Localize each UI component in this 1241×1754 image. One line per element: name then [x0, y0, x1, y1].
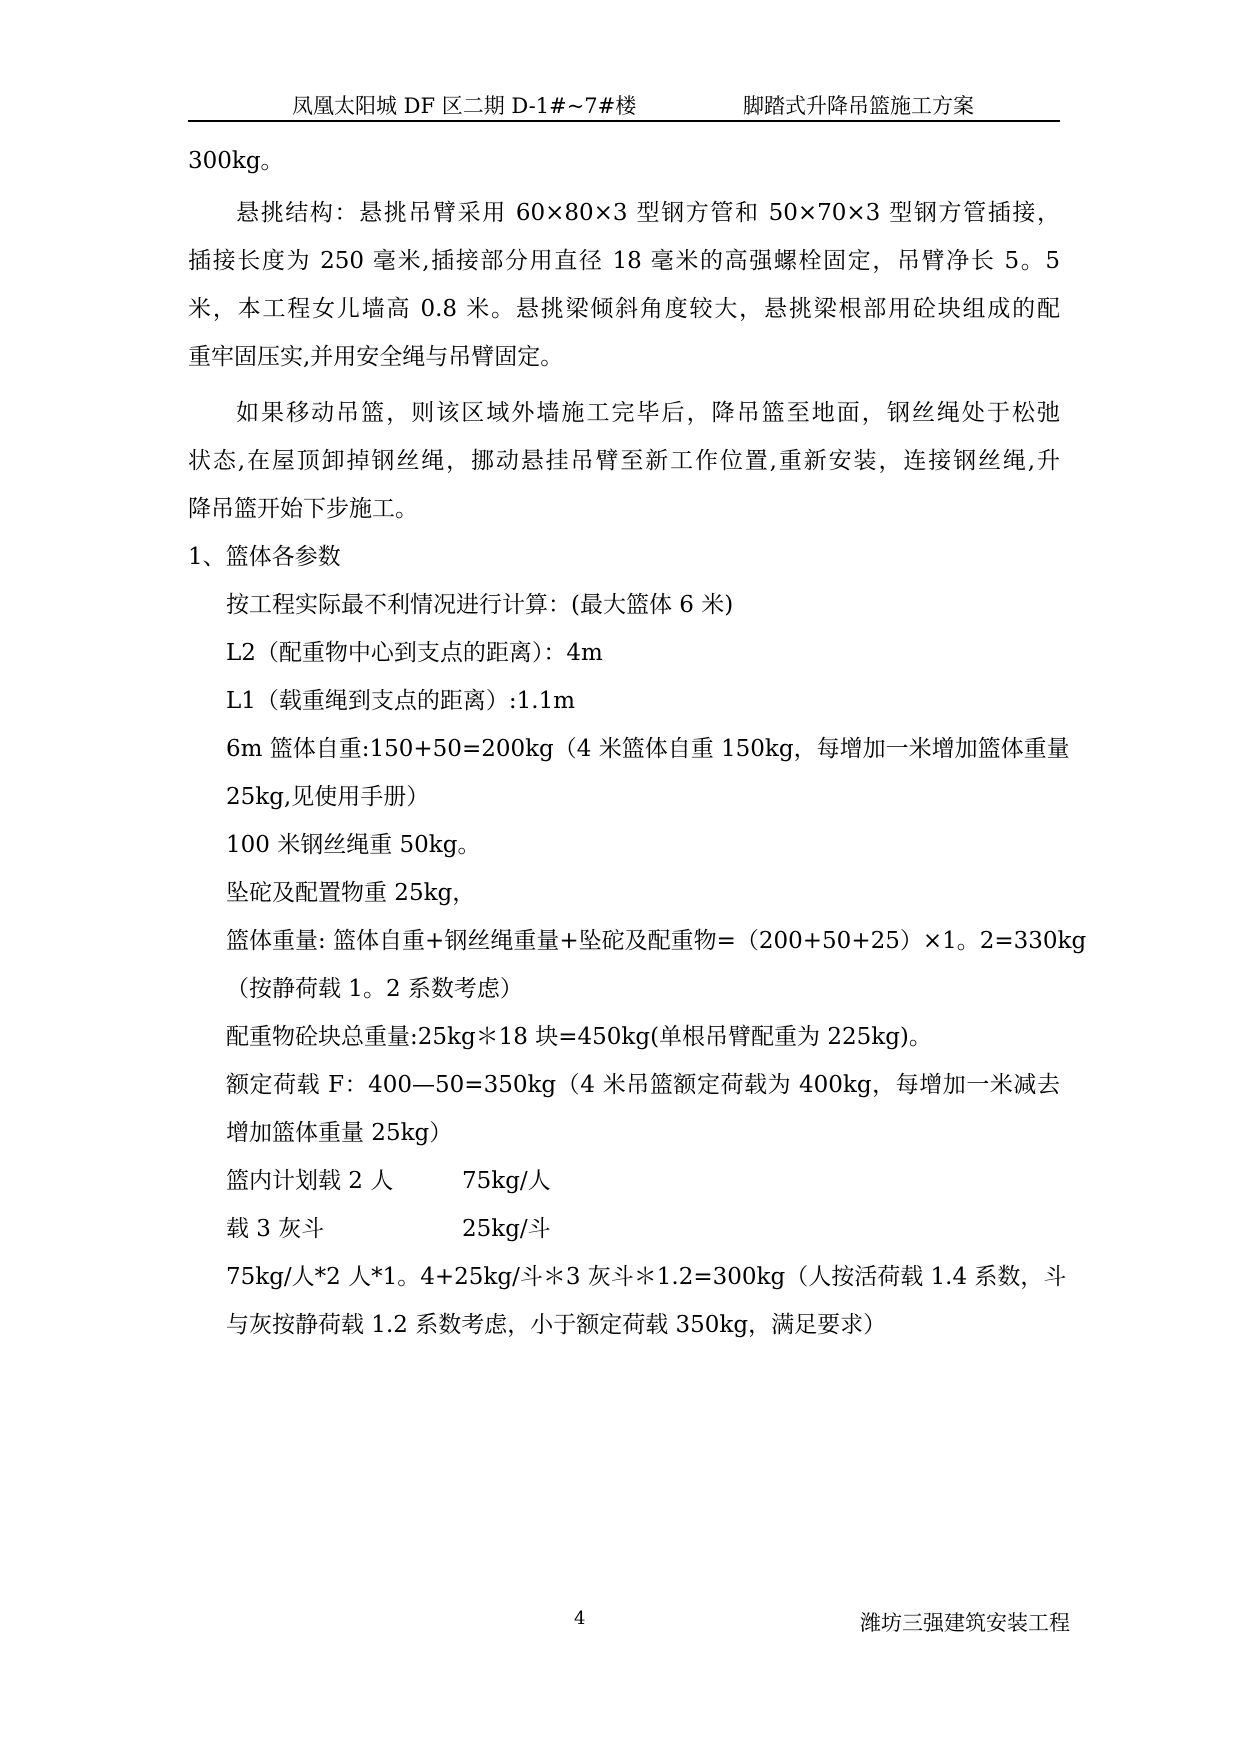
paragraph-line: 重牢固压实,并用安全绳与吊臂固定。 — [188, 344, 564, 370]
load-item-value: 25kg/斗 — [462, 1216, 551, 1242]
paragraph-line: 配重物砼块总重量:25kg＊18 块=450kg(单根吊臂配重为 225kg)。 — [226, 1024, 932, 1050]
paragraph-line: 降吊篮开始下步施工。 — [188, 496, 418, 522]
paragraph-line: 额定荷载 F：400—50=350kg（4 米吊篮额定荷载为 400kg，每增加一米减去 — [226, 1072, 1060, 1098]
paragraph-line: L2（配重物中心到支点的距离）：4m — [226, 640, 603, 666]
footer-company-name: 潍坊三强建筑安装工程 — [860, 1611, 1070, 1635]
load-row — [226, 1165, 626, 1197]
paragraph-line: 与灰按静荷载 1.2 系数考虑，小于额定荷载 350kg，满足要求） — [226, 1312, 887, 1338]
paragraph-line: 坠砣及配置物重 25kg， — [226, 880, 476, 906]
paragraph-line: 插接长度为 250 毫米,插接部分用直径 18 毫米的高强螺栓固定，吊臂净长 5。5 — [188, 248, 1060, 274]
load-item-label: 篮内计划载 2 人 — [226, 1168, 394, 1194]
paragraph-line: 按工程实际最不利情况进行计算：(最大篮体 6 米) — [226, 592, 734, 618]
paragraph-line: 如果移动吊篮，则该区域外墙施工完毕后，降吊篮至地面，钢丝绳处于松弛 — [236, 400, 1060, 426]
paragraph-line: 25kg,见使用手册） — [226, 784, 430, 810]
load-item-value: 75kg/人 — [462, 1168, 551, 1194]
load-row — [226, 1213, 626, 1245]
paragraph-line: 300kg。 — [188, 148, 284, 174]
paragraph-line: 增加篮体重量 25kg） — [226, 1120, 453, 1146]
paragraph-line: （按静荷载 1。2 系数考虑） — [226, 976, 523, 1002]
page-number: 4 — [574, 1608, 586, 1629]
paragraph-line: 篮体重量: 篮体自重+钢丝绳重量+坠砣及配重物=（200+50+25）×1。2=330kg — [226, 928, 1087, 954]
header-project-name: 凤凰太阳城 DF 区二期 D-1#~7#楼 — [292, 94, 637, 118]
paragraph-line: 米，本工程女儿墙高 0.8 米。悬挑梁倾斜角度较大，悬挑梁根部用砼块组成的配 — [188, 296, 1060, 322]
paragraph-line: L1（载重绳到支点的距离）:1.1m — [226, 688, 576, 714]
page-header — [188, 88, 1060, 122]
header-document-title: 脚踏式升降吊篮施工方案 — [743, 94, 974, 118]
load-item-label: 载 3 灰斗 — [226, 1216, 325, 1242]
section-heading: 1、篮体各参数 — [188, 544, 341, 570]
paragraph-line: 悬挑结构：悬挑吊臂采用 60×80×3 型钢方管和 50×70×3 型钢方管插接， — [236, 200, 1060, 226]
paragraph-line: 状态,在屋顶卸掉钢丝绳，挪动悬挂吊臂至新工作位置,重新安装，连接钢丝绳,升 — [188, 448, 1060, 474]
paragraph-line: 100 米钢丝绳重 50kg。 — [226, 832, 481, 858]
paragraph-line: 75kg/人*2 人*1。4+25kg/斗＊3 灰斗＊1.2=300kg（人按活荷载 1.4 系数，斗 — [226, 1264, 1067, 1290]
paragraph-line: 6m 篮体自重:150+50=200kg（4 米篮体自重 150kg，每增加一米增加篮体重量 — [226, 736, 1070, 762]
